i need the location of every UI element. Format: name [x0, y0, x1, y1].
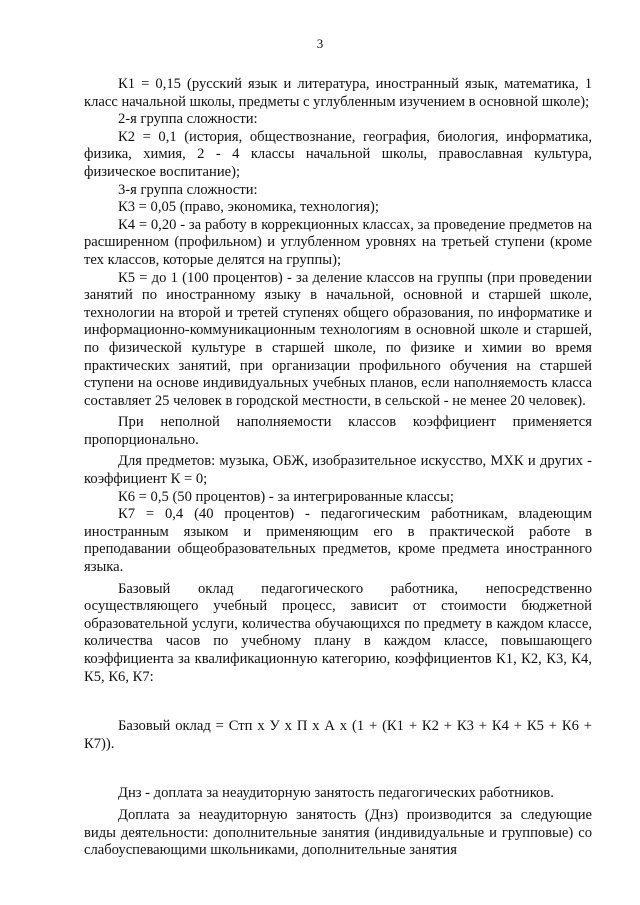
paragraph-k6: К6 = 0,5 (50 процентов) - за интегрированные классы;	[118, 488, 454, 505]
base-salary-formula: Базовый оклад = Стп х У х П х А х (1 + (К1 + К2 + К3 + К4 + К5 + К6 + К7)).	[84, 718, 592, 752]
paragraph-k1: К1 = 0,15 (русский язык и литература, иностранный язык, математика, 1 класс начальной школы, предметы с углубленным изучением в основной школе);	[84, 76, 592, 110]
page-number: 3	[316, 36, 324, 51]
paragraph-dnz-definition: Днз - доплата за неаудиторную занятость педагогических работников.	[118, 785, 554, 802]
document-body	[84, 76, 592, 860]
paragraph-k2: К2 = 0,1 (история, обществознание, география, биология, информатика, физика, химия, 2 - 4 классы начальной школы, православная культура, физическое воспитание);	[84, 128, 592, 180]
paragraph-k5: К5 = до 1 (100 процентов) - за деление классов на группы (при проведении занятий по иностранному языку в начальной, основной и старшей школе, технологии на второй и третей ступенях общего образования, по информатике и информационно-коммуникационным технологиям в основной школе и старшей, по физической культуре в старшей школе, по физике и химии во время практических занятий, при организации профильного обучения на старшей ступени на основе индивидуальных учебных планов, если наполняемость класса составляет 25 человек в городской местности, в сельской - не менее 20 человек).	[84, 269, 592, 409]
paragraph-base-salary: Базовый оклад педагогического работника, непосредственно осуществляющего учебный процесс, зависит от стоимости бюджетной образовательной услуги, количества обучающихся по предмету в каждом классе, количества часов по учебному плану в каждом классе, повышающего коэффициента за квалификационную категорию, коэффициентов К1, К2, К3, К4, К5, К6, К7:	[84, 580, 592, 685]
paragraph-k4: К4 = 0,20 - за работу в коррекционных классах, за проведение предметов на расширенном (профильном) и углубленном уровнях на третьей ступени (кроме тех классов, которые делятся на группы);	[84, 216, 592, 268]
paragraph-k7: К7 = 0,4 (40 процентов) - педагогическим работникам, владеющим иностранным языком и применяющим его в практической работе в преподавании общеобразовательных предметов, кроме предмета иностранного языка.	[84, 506, 592, 576]
paragraph-partial-fill: При неполной наполняемости классов коэффициент применяется пропорционально.	[84, 414, 592, 448]
paragraph-zero-coefficient: Для предметов: музыка, ОБЖ, изобразительное искусство, МХК и других - коэффициент К = 0;	[84, 453, 592, 488]
paragraph-group-3-heading: 3-я группа сложности:	[118, 181, 258, 198]
paragraph-group-2-heading: 2-я группа сложности:	[118, 111, 258, 128]
paragraph-dnz-activities: Доплата за неаудиторную занятость (Днз) производится за следующие виды деятельности: дополнительные занятия (индивидуальные и групповые) со слабоуспевающими школьниками, дополнительные занятия	[84, 806, 592, 859]
paragraph-k3: К3 = 0,05 (право, экономика, технология);	[118, 199, 379, 216]
